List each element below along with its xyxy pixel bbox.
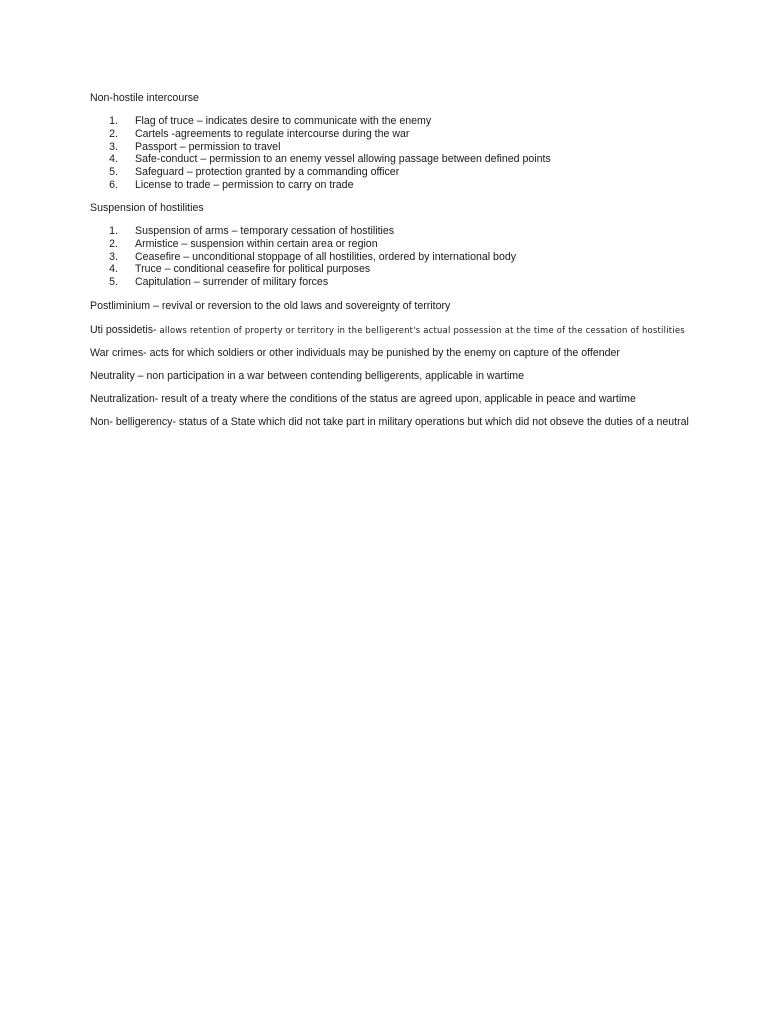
list-item-text: License to trade – permission to carry on trade (135, 178, 354, 191)
list-item-text: Safeguard – protection granted by a commanding officer (135, 166, 400, 179)
paragraph-war-crimes: War crimes- acts for which soldiers or other individuals may be punished by the enemy on capture of the offender (90, 347, 620, 359)
list-item (90, 115, 551, 128)
list-item-number: 4. (109, 153, 118, 166)
list-item (90, 238, 516, 251)
list-item (90, 153, 551, 166)
list-item-number: 2. (109, 237, 118, 250)
term-uti-possidetis: Uti possidetis- (90, 324, 160, 336)
paragraph-uti-possidetis (90, 324, 685, 337)
list-item-text: Ceasefire – unconditional stoppage of all hostilities, ordered by international body (135, 250, 517, 263)
list-item-text: Suspension of arms – temporary cessation of hostilities (135, 225, 395, 237)
list-item-text: Capitulation – surrender of military forces (135, 276, 329, 289)
paragraph-neutralization: Neutralization- result of a treaty where the conditions of the status are agreed upon, applicable in peace and wartime (90, 393, 636, 405)
list-item-number: 2. (109, 127, 118, 140)
heading-non-hostile-intercourse: Non-hostile intercourse (90, 92, 199, 104)
list-item (90, 225, 516, 238)
heading-suspension-of-hostilities: Suspension of hostilities (90, 202, 204, 214)
definition-uti-possidetis: allows retention of property or territory in the belligerent's actual possession at the time of the cessation of hostilities (159, 325, 685, 335)
list-item-text: Armistice – suspension within certain area or region (135, 237, 378, 250)
list-item-number: 6. (109, 178, 118, 191)
list-item-number: 1. (109, 115, 118, 127)
list-item (90, 179, 551, 192)
list-item (90, 166, 551, 179)
list-item (90, 128, 551, 141)
list-item-number: 1. (109, 225, 118, 237)
list-item-text: Passport – permission to travel (135, 140, 281, 153)
paragraph-neutrality: Neutrality – non participation in a war between contending belligerents, applicable in wartime (90, 370, 525, 382)
list-item-number: 4. (109, 263, 118, 276)
list-item-text: Safe-conduct – permission to an enemy vessel allowing passage between defined points (135, 153, 551, 166)
list-suspension-of-hostilities (90, 225, 516, 289)
list-item-text: Cartels -agreements to regulate intercourse during the war (135, 127, 410, 140)
list-non-hostile-intercourse (90, 115, 551, 192)
list-item-number: 5. (109, 276, 118, 289)
list-item-number: 5. (109, 166, 118, 179)
list-item (90, 263, 516, 276)
paragraph-non-belligerency: Non- belligerency- status of a State which did not take part in military operations but which did not obseve the duties of a neutral (90, 416, 689, 428)
paragraph-postliminium: Postliminium – revival or reversion to the old laws and sovereignty of territory (90, 300, 451, 312)
list-item (90, 251, 516, 264)
list-item-number: 3. (109, 140, 118, 153)
list-item-number: 3. (109, 250, 118, 263)
list-item (90, 276, 516, 289)
list-item-text: Truce – conditional ceasefire for political purposes (135, 263, 371, 276)
list-item-text: Flag of truce – indicates desire to communicate with the enemy (135, 115, 432, 127)
list-item (90, 141, 551, 154)
